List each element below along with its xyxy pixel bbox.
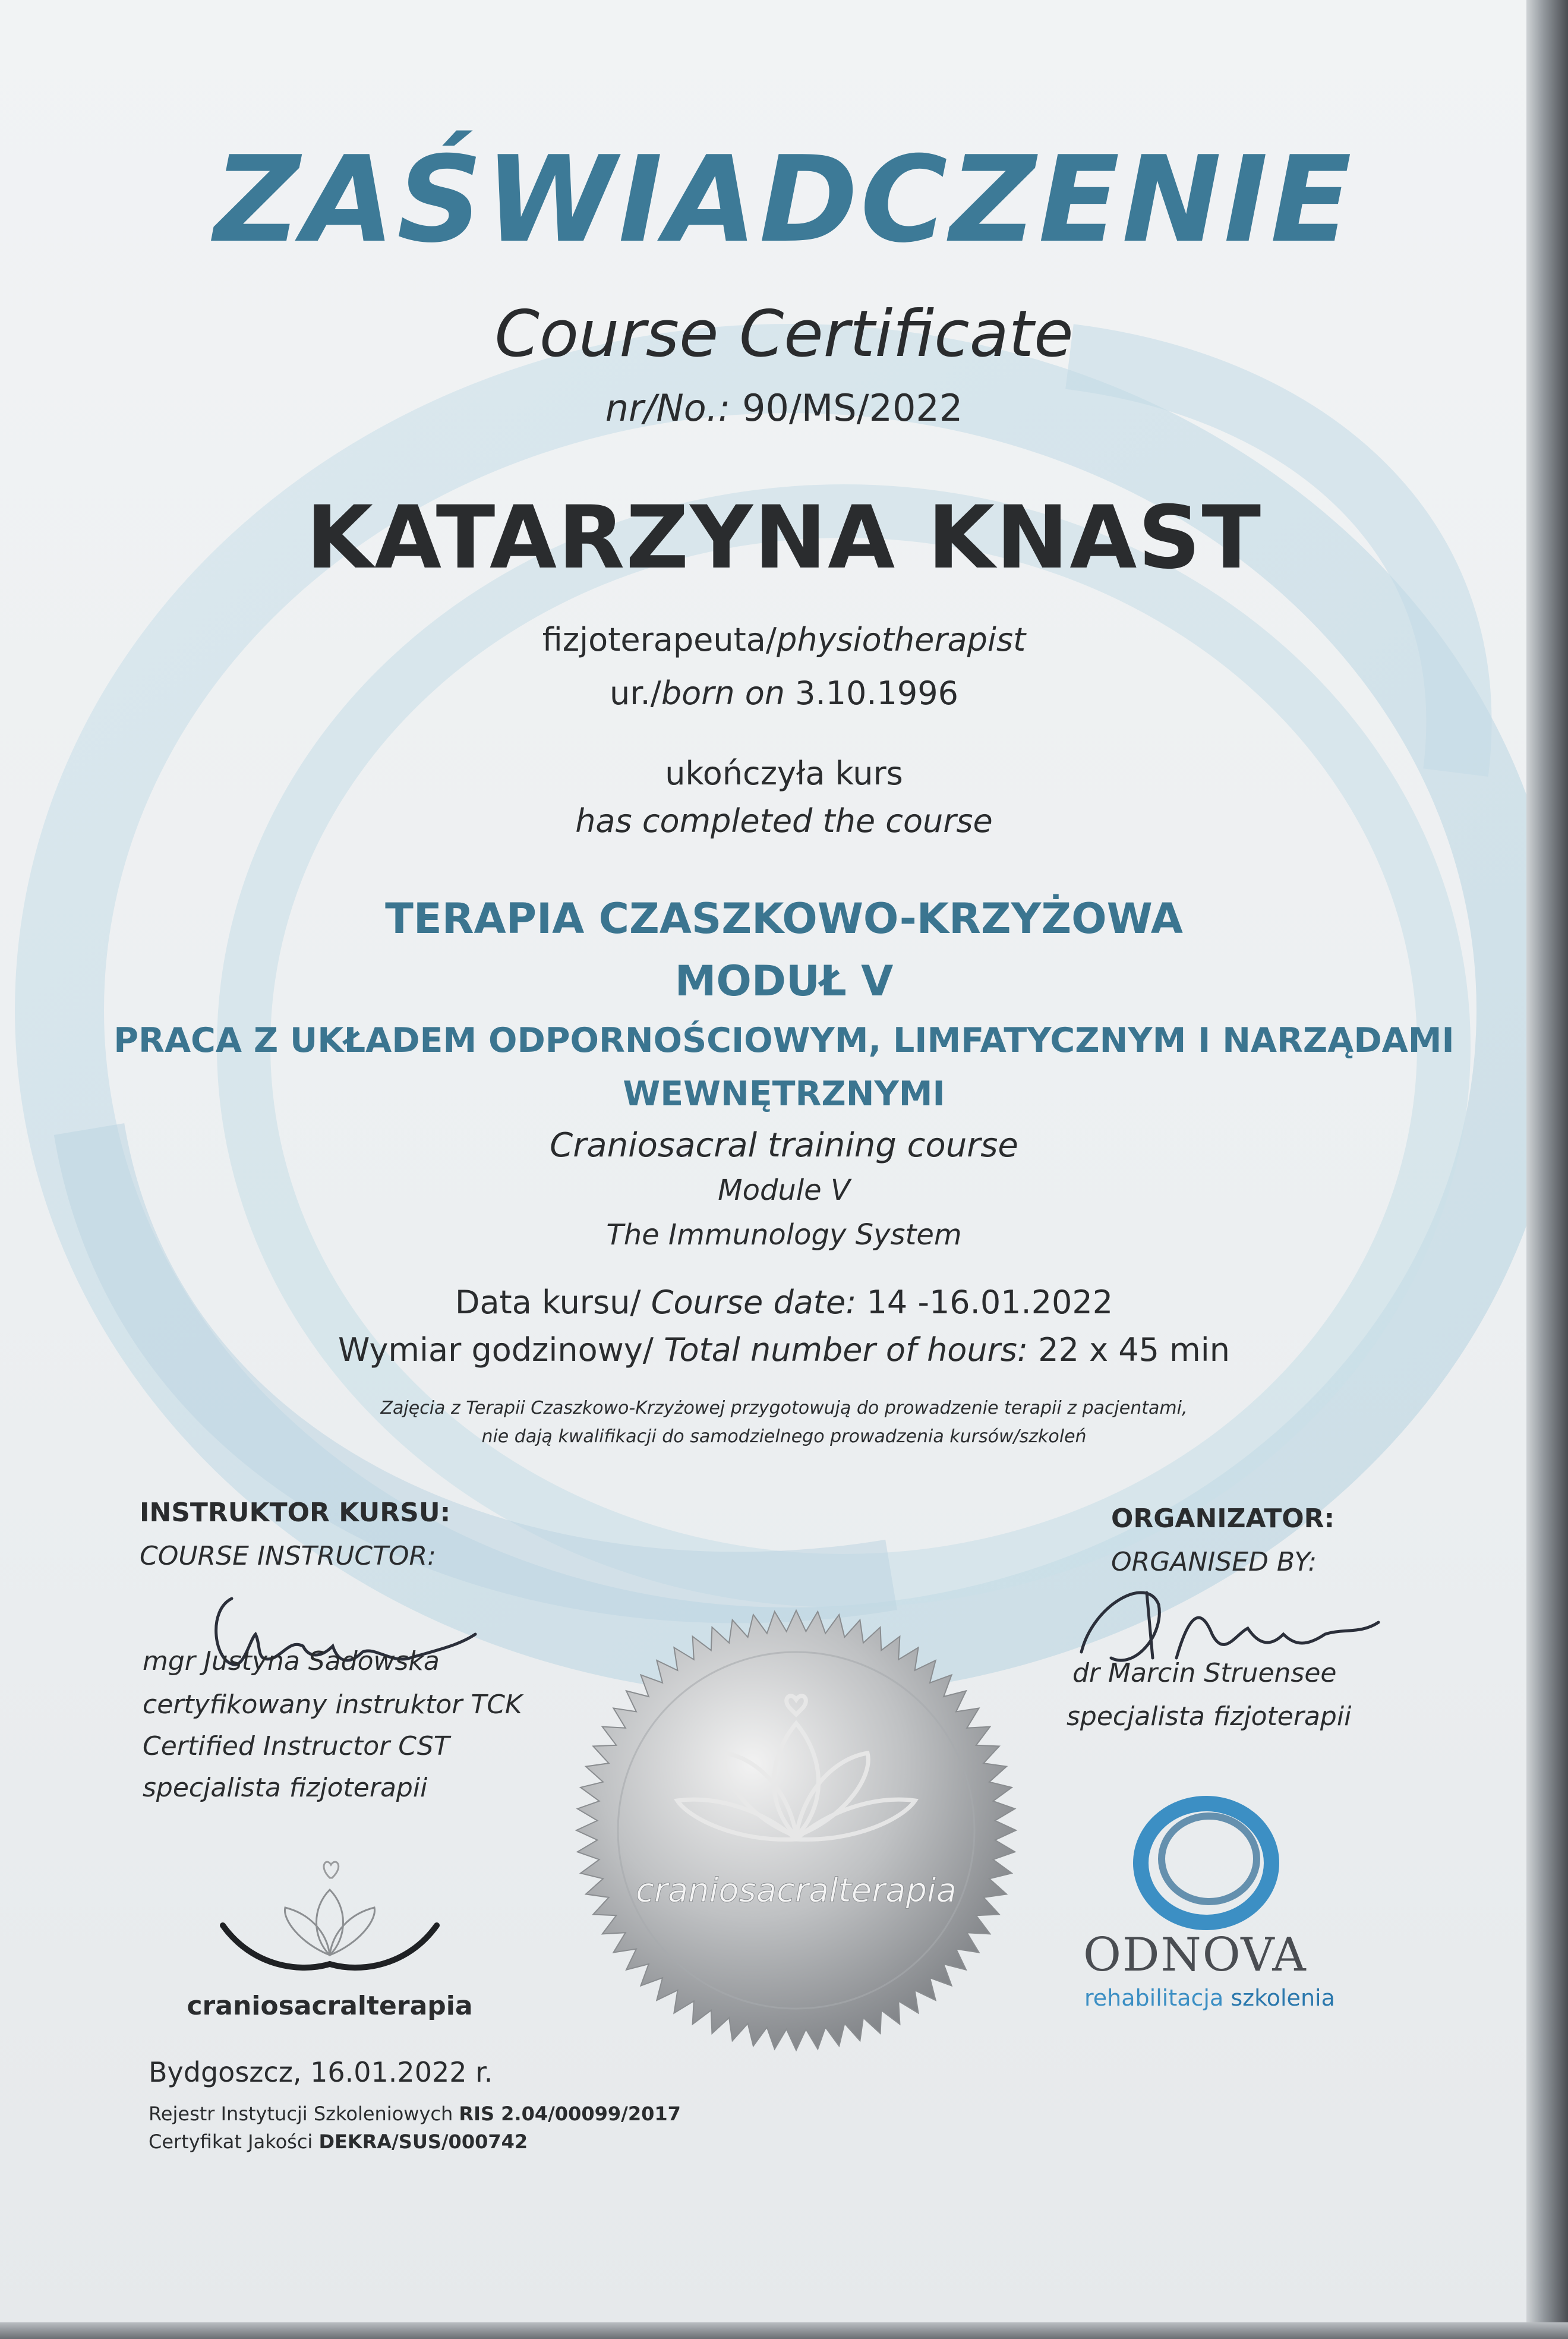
course-en-line1: Craniosacral training course xyxy=(550,1126,1018,1165)
register-value: RIS 2.04/00099/2017 xyxy=(459,2102,681,2125)
organizer-label-pl: ORGANIZATOR: xyxy=(1111,1503,1335,1534)
disclaimer-line2: nie dają kwalifikacji do samodzielnego prowadzenia kursów/szkoleń xyxy=(481,1426,1087,1447)
course-title-line2: MODUŁ V xyxy=(674,957,894,1005)
born-en: born on xyxy=(661,674,785,712)
recipient-name: KATARZYNA KNAST xyxy=(305,487,1263,588)
odnova-tag2: szkolenia xyxy=(1231,1985,1335,2011)
organizer-title: specjalista fizjoterapii xyxy=(1067,1701,1352,1732)
odnova-name: ODNOVA xyxy=(1083,1928,1307,1982)
certificate-number xyxy=(0,386,1568,430)
date-label-pl: Data kursu/ xyxy=(455,1284,641,1321)
hours-label-en: Total number of hours: xyxy=(664,1331,1028,1369)
frame-edge-bottom xyxy=(0,2322,1568,2339)
seal-text: craniosacralterapia xyxy=(636,1871,957,1910)
quality-label: Certyfikat Jakości xyxy=(149,2130,313,2153)
cst-logo-text: craniosacralterapia xyxy=(187,1991,473,2021)
odnova-tagline xyxy=(1084,1985,1335,2011)
hours-label-pl: Wymiar godzinowy/ xyxy=(338,1331,654,1369)
hours-value: 22 x 45 min xyxy=(1038,1331,1230,1369)
instructor-name: mgr Justyna Sadowska xyxy=(143,1646,440,1676)
craniosacralterapia-logo xyxy=(187,1854,473,2026)
born-pl: ur./ xyxy=(610,674,661,712)
register-line xyxy=(149,2102,681,2125)
instructor-label-en: COURSE INSTRUCTOR: xyxy=(140,1541,436,1571)
frame-edge-right xyxy=(1526,0,1568,2339)
disclaimer-line1: Zajęcia z Terapii Czaszkowo-Krzyżowej przygotowują do prowadzenie terapii z pacjentami, xyxy=(380,1398,1188,1418)
certificate-title: ZAŚWIADCZENIE xyxy=(214,131,1354,269)
quality-line xyxy=(149,2130,528,2153)
course-hours xyxy=(0,1331,1568,1369)
register-label: Rejestr Instytucji Szkoleniowych xyxy=(149,2102,453,2125)
course-date xyxy=(0,1284,1568,1321)
completion-en: has completed the course xyxy=(575,802,993,840)
quality-value: DEKRA/SUS/000742 xyxy=(318,2130,528,2153)
course-title-line1: TERAPIA CZASZKOWO-KRZYŻOWA xyxy=(385,894,1183,943)
organizer-name: dr Marcin Struensee xyxy=(1072,1658,1337,1688)
instructor-title3: specjalista fizjoterapii xyxy=(143,1773,428,1803)
odnova-logo-mark xyxy=(1129,1789,1283,1937)
certificate-subtitle: Course Certificate xyxy=(494,297,1074,371)
course-en-line2: Module V xyxy=(718,1174,850,1207)
odnova-tag1: rehabilitacja xyxy=(1084,1985,1224,2011)
recipient-profession xyxy=(0,621,1568,658)
date-label-en: Course date: xyxy=(651,1284,857,1321)
number-label: nr/No.: xyxy=(605,386,731,430)
place-date: Bydgoszcz, 16.01.2022 r. xyxy=(149,2056,493,2088)
course-title-line4: WEWNĘTRZNYMI xyxy=(623,1074,945,1114)
born-date: 3.10.1996 xyxy=(795,674,958,712)
instructor-title2: Certified Instructor CST xyxy=(143,1731,450,1761)
profession-pl: fizjoterapeuta/ xyxy=(542,621,777,658)
silver-embossed-seal xyxy=(570,1604,1022,2056)
instructor-title1: certyfikowany instruktor TCK xyxy=(143,1689,522,1720)
number-value: 90/MS/2022 xyxy=(742,386,963,430)
course-en-line3: The Immunology System xyxy=(606,1218,962,1252)
organizer-label-en: ORGANISED BY: xyxy=(1111,1547,1317,1577)
profession-en: physiotherapist xyxy=(777,621,1026,658)
completion-pl: ukończyła kurs xyxy=(665,755,903,792)
course-title-line3: PRACA Z UKŁADEM ODPORNOŚCIOWYM, LIMFATYCZNYM I NARZĄDAMI xyxy=(113,1021,1455,1060)
recipient-born xyxy=(0,674,1568,712)
date-value: 14 -16.01.2022 xyxy=(866,1284,1113,1321)
instructor-label-pl: INSTRUKTOR KURSU: xyxy=(140,1498,451,1528)
